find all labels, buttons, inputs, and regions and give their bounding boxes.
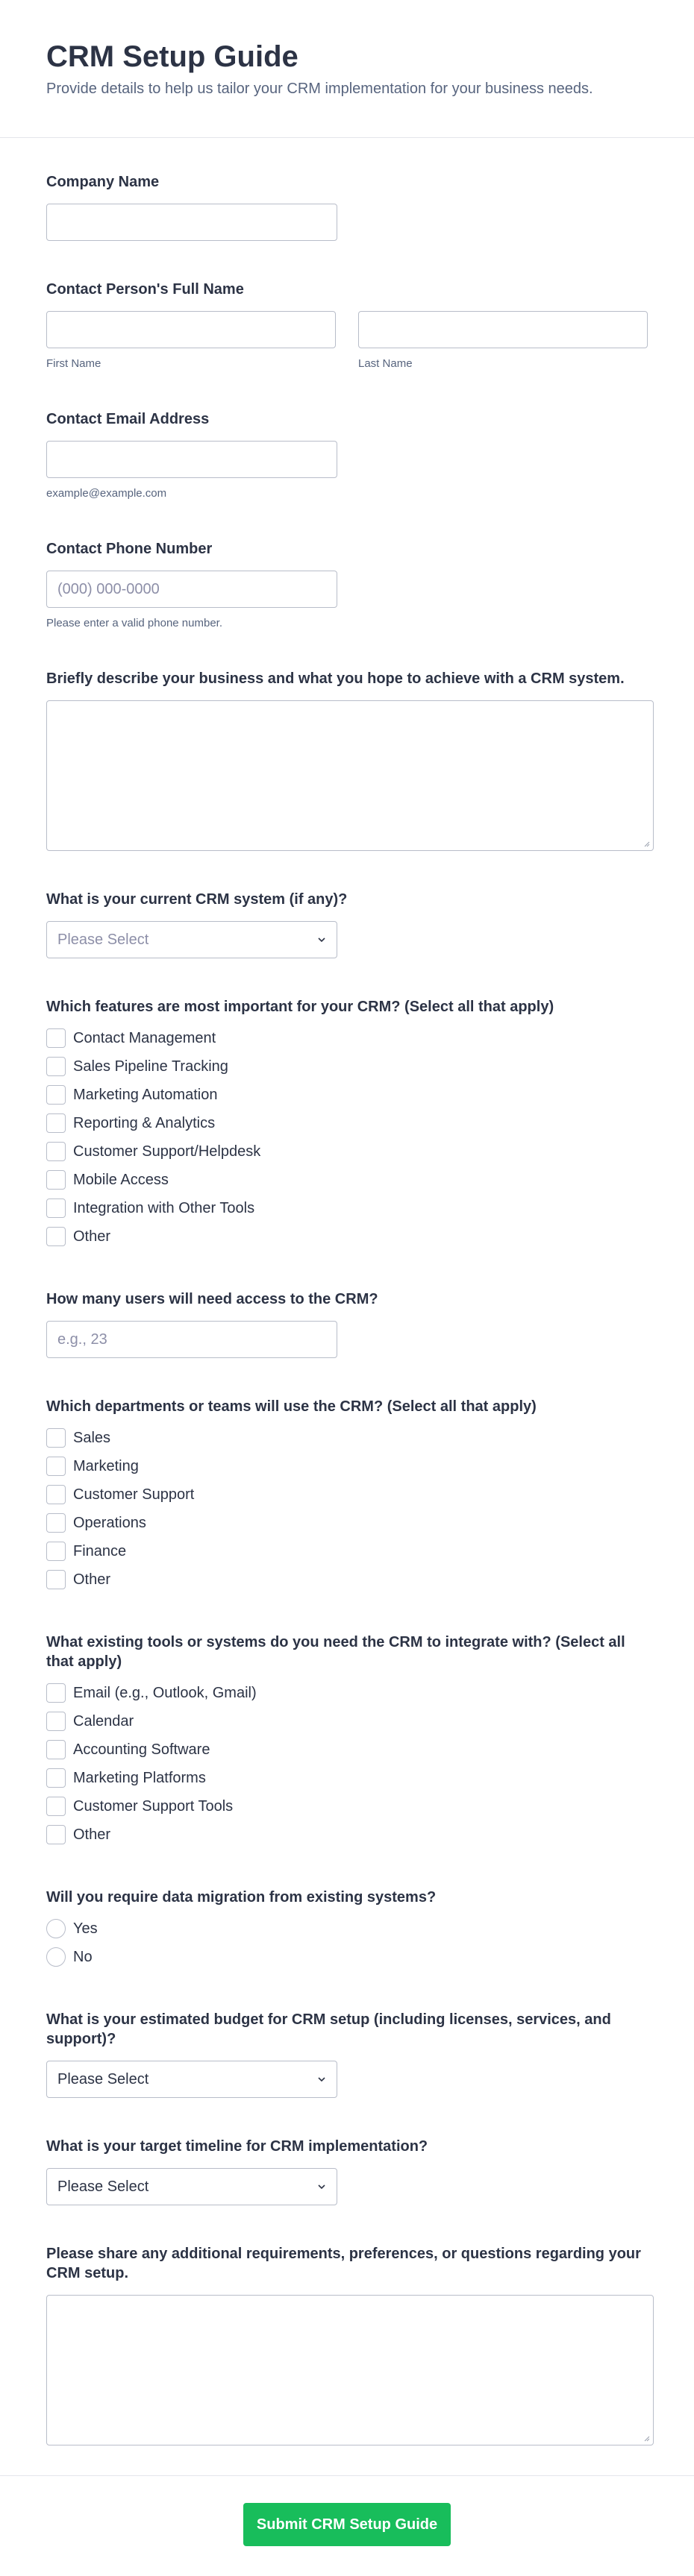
checkbox[interactable] bbox=[46, 1057, 66, 1076]
feature-option[interactable]: Integration with Other Tools bbox=[46, 1194, 648, 1222]
integration-option[interactable]: Customer Support Tools bbox=[46, 1792, 648, 1821]
company-field bbox=[46, 172, 648, 241]
integrations-label: What existing tools or systems do you need the CRM to integrate with? (Select all that apply) bbox=[46, 1634, 625, 1670]
first-name-col bbox=[46, 311, 336, 371]
department-option[interactable]: Sales bbox=[46, 1424, 648, 1452]
checkbox[interactable] bbox=[46, 1457, 66, 1476]
company-label: Company Name bbox=[46, 174, 160, 190]
email-field bbox=[46, 409, 648, 500]
form-footer bbox=[0, 2475, 694, 2576]
company-input[interactable] bbox=[46, 204, 337, 241]
radio-button[interactable] bbox=[46, 1919, 66, 1938]
migration-field bbox=[46, 1888, 648, 1971]
current-crm-selected: Please Select bbox=[57, 931, 149, 948]
email-label: Contact Email Address bbox=[46, 411, 210, 427]
department-option[interactable]: Operations bbox=[46, 1509, 648, 1537]
timeline-field bbox=[46, 2137, 648, 2205]
additional-textarea[interactable] bbox=[46, 2295, 654, 2445]
migration-option-yes[interactable]: Yes bbox=[46, 1914, 648, 1943]
checkbox[interactable] bbox=[46, 1113, 66, 1133]
checkbox[interactable] bbox=[46, 1683, 66, 1703]
migration-label: Will you require data migration from existing systems? bbox=[46, 1889, 437, 1906]
additional-label: Please share any additional requirements, preferences, or questions regarding your CRM setup. bbox=[46, 2246, 641, 2281]
departments-options bbox=[46, 1424, 648, 1594]
page-subtitle: Provide details to help us tailor your CRM implementation for your business needs. bbox=[46, 81, 593, 97]
department-option[interactable]: Finance bbox=[46, 1537, 648, 1565]
integrations-field bbox=[46, 1633, 648, 1849]
users-field bbox=[46, 1289, 648, 1358]
integrations-options bbox=[46, 1679, 648, 1849]
budget-selected: Please Select bbox=[57, 2070, 149, 2087]
resize-handle-icon[interactable] bbox=[643, 2434, 650, 2442]
current-crm-select[interactable] bbox=[46, 921, 337, 958]
feature-option[interactable]: Contact Management bbox=[46, 1024, 648, 1052]
phone-label: Contact Phone Number bbox=[46, 541, 213, 557]
budget-field bbox=[46, 2010, 648, 2098]
budget-label: What is your estimated budget for CRM setup (including licenses, services, and support)? bbox=[46, 2011, 611, 2047]
department-option[interactable]: Customer Support bbox=[46, 1480, 648, 1509]
checkbox[interactable] bbox=[46, 1570, 66, 1589]
radio-button[interactable] bbox=[46, 1947, 66, 1967]
feature-option[interactable]: Mobile Access bbox=[46, 1166, 648, 1194]
submit-button[interactable]: Submit CRM Setup Guide bbox=[243, 2503, 451, 2546]
checkbox[interactable] bbox=[46, 1085, 66, 1105]
checkbox[interactable] bbox=[46, 1825, 66, 1844]
departments-label: Which departments or teams will use the CRM? (Select all that apply) bbox=[46, 1398, 537, 1415]
checkbox[interactable] bbox=[46, 1199, 66, 1218]
business-field bbox=[46, 669, 648, 851]
users-input[interactable]: e.g., 23 bbox=[46, 1321, 337, 1358]
form-header bbox=[0, 0, 694, 138]
checkbox[interactable] bbox=[46, 1513, 66, 1533]
feature-option[interactable]: Reporting & Analytics bbox=[46, 1109, 648, 1137]
department-option[interactable]: Other bbox=[46, 1565, 648, 1594]
budget-select[interactable] bbox=[46, 2061, 337, 2098]
departments-field bbox=[46, 1397, 648, 1594]
last-name-input[interactable] bbox=[358, 311, 648, 348]
phone-input[interactable]: (000) 000-0000 bbox=[46, 571, 337, 608]
business-label: Briefly describe your business and what you hope to achieve with a CRM system. bbox=[46, 670, 625, 687]
integration-option[interactable]: Calendar bbox=[46, 1707, 648, 1735]
checkbox[interactable] bbox=[46, 1227, 66, 1246]
contact-name-label: Contact Person's Full Name bbox=[46, 281, 244, 298]
name-row bbox=[46, 311, 648, 371]
feature-option[interactable]: Marketing Automation bbox=[46, 1081, 648, 1109]
features-options bbox=[46, 1024, 648, 1251]
feature-option[interactable]: Customer Support/Helpdesk bbox=[46, 1137, 648, 1166]
integration-option[interactable]: Other bbox=[46, 1821, 648, 1849]
chevron-down-icon bbox=[317, 2182, 326, 2191]
migration-options bbox=[46, 1914, 648, 1971]
checkbox[interactable] bbox=[46, 1028, 66, 1048]
checkbox[interactable] bbox=[46, 1542, 66, 1561]
features-label: Which features are most important for your CRM? (Select all that apply) bbox=[46, 999, 554, 1015]
checkbox[interactable] bbox=[46, 1142, 66, 1161]
integration-option[interactable]: Email (e.g., Outlook, Gmail) bbox=[46, 1679, 648, 1707]
phone-sublabel: Please enter a valid phone number. bbox=[46, 617, 222, 629]
additional-field bbox=[46, 2244, 648, 2445]
first-name-sublabel: First Name bbox=[46, 357, 101, 370]
page-title: CRM Setup Guide bbox=[46, 40, 298, 73]
feature-option[interactable]: Other bbox=[46, 1222, 648, 1251]
migration-option-no[interactable]: No bbox=[46, 1943, 648, 1971]
checkbox[interactable] bbox=[46, 1170, 66, 1190]
form-body bbox=[0, 138, 694, 2475]
chevron-down-icon bbox=[317, 935, 326, 944]
features-field bbox=[46, 997, 648, 1251]
checkbox[interactable] bbox=[46, 1740, 66, 1759]
checkbox[interactable] bbox=[46, 1768, 66, 1788]
first-name-input[interactable] bbox=[46, 311, 336, 348]
integration-option[interactable]: Accounting Software bbox=[46, 1735, 648, 1764]
chevron-down-icon bbox=[317, 2075, 326, 2084]
integration-option[interactable]: Marketing Platforms bbox=[46, 1764, 648, 1792]
phone-field bbox=[46, 539, 648, 630]
users-label: How many users will need access to the CRM? bbox=[46, 1291, 378, 1307]
timeline-label: What is your target timeline for CRM implementation? bbox=[46, 2138, 428, 2155]
checkbox[interactable] bbox=[46, 1428, 66, 1448]
feature-option[interactable]: Sales Pipeline Tracking bbox=[46, 1052, 648, 1081]
email-sublabel: example@example.com bbox=[46, 487, 167, 500]
contact-name-field bbox=[46, 280, 648, 371]
last-name-col bbox=[358, 311, 648, 371]
current-crm-field bbox=[46, 890, 648, 958]
checkbox[interactable] bbox=[46, 1712, 66, 1731]
last-name-sublabel: Last Name bbox=[358, 357, 413, 370]
department-option[interactable]: Marketing bbox=[46, 1452, 648, 1480]
checkbox[interactable] bbox=[46, 1485, 66, 1504]
resize-handle-icon[interactable] bbox=[643, 840, 650, 847]
checkbox[interactable] bbox=[46, 1797, 66, 1816]
current-crm-label: What is your current CRM system (if any)? bbox=[46, 891, 348, 908]
business-textarea[interactable] bbox=[46, 700, 654, 851]
email-input[interactable] bbox=[46, 441, 337, 478]
timeline-selected: Please Select bbox=[57, 2178, 149, 2195]
timeline-select[interactable] bbox=[46, 2168, 337, 2205]
